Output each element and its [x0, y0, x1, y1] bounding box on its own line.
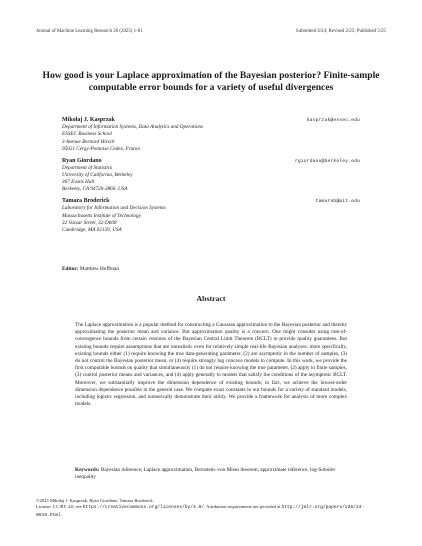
- author-email[interactable]: kasprzak@essec.edu: [306, 118, 360, 123]
- author-affiliation-line: Cambridge, MA 02139, USA: [62, 227, 122, 234]
- license-prefix: License: CC-BY 4.0, see: [36, 504, 83, 510]
- author-entry: [62, 117, 360, 153]
- author-affiliation-line: 32 Vassar Street, 32-D608: [62, 219, 117, 226]
- author-affiliation-line: 95021 Cergy-Pontoise Cedex, France: [62, 145, 141, 152]
- author-affiliation-line: Berkeley, CA 94720-3860, USA: [62, 186, 128, 193]
- attribution-link[interactable]: http://jmlr.org/papers/v26/24-0619.html: [36, 505, 365, 518]
- abstract-text: The Laplace approximation is a popular method for constructing a Gaussian approximation to the Bayesian posterior and thereby approximating the posterior mean and variance. But approximation quality is a concern. One might consider using rate-of-convergence bounds from certain versions of the Bayesian Central Limit Theorem (BCLT) to provide quality guarantees. But existing bounds require assumptions that are unrealistic even for relatively simple real-life Bayesian analyses; more specifically, existing bounds either (1) require knowing the true data-generating parameter, (2) are asymptotic in the number of samples, (3) do not control the Bayesian posterior mean, or (4) require strongly log concave models to compute. In this work, we provide the first computable bounds on quality that simultaneously (1) do not require knowing the true parameter, (2) apply to finite samples, (3) control posterior means and variances, and (4) apply generally to models that satisfy the conditions of the asymptotic BCLT. Moreover, we substantially improve the dimension dependence of existing bounds; in fact, we achieve the lowest-order dimension dependence possible in the general case. We compute exact constants in our bounds for a variety of standard models, including logistic regression, and numerically demonstrate their utility. We provide a framework for analysis of more complex models.: [75, 322, 347, 408]
- author-affiliation-line: 367 Evans Hall: [62, 179, 95, 186]
- author-affiliation-line: Massachusetts Institute of Technology: [62, 212, 141, 219]
- editor-line: [62, 266, 119, 272]
- publication-dates: Submitted 4/24; Revised 2/25; Published 5/25: [295, 29, 386, 34]
- license-mid: . Attribution requirements are provided at: [204, 504, 282, 510]
- author-affiliation-line: ESSEC Business School: [62, 131, 112, 138]
- keywords-label: Keywords:: [75, 467, 100, 473]
- author-block: [62, 117, 360, 239]
- abstract-heading: Abstract: [196, 294, 226, 303]
- author-affiliation-line: Department of Information Systems, Data Analytics and Operations: [62, 124, 204, 131]
- paper-title: How good is your Laplace approximation of the Bayesian posterior? Finite-sample computable error bounds for a variety of useful divergences: [42, 70, 380, 93]
- author-email[interactable]: rgiordano@berkeley.edu: [294, 158, 360, 164]
- running-header: [36, 29, 386, 34]
- author-affiliation-line: Department of Statistics: [62, 164, 113, 171]
- author-entry: [62, 198, 360, 234]
- copyright-footer: [36, 498, 386, 519]
- author-entry: [62, 158, 360, 194]
- license-end: .: [60, 511, 62, 517]
- journal-info: Journal of Machine Learning Research 26 (2025) 1-81: [36, 29, 143, 34]
- editor-label: Editor:: [62, 266, 79, 272]
- author-affiliation-line: University of California, Berkeley: [62, 172, 133, 179]
- copyright-line: ©2025 Mikołaj J. Kasprzak, Ryan Giordano, Tamara Broderick.: [36, 498, 154, 503]
- author-name: Tamara Broderick: [62, 198, 110, 205]
- author-name: Mikołaj J. Kasprzak: [62, 117, 115, 123]
- keywords-text: Bayesian inference, Laplace approximation, Bernstein–von Mises theorem, approximate inference, log-Sobolev inequality: [75, 467, 336, 481]
- author-name: Ryan Giordano: [62, 157, 102, 164]
- editor-name: Matthew Hoffman: [79, 266, 119, 272]
- license-line: [36, 504, 386, 519]
- license-link[interactable]: https://creativecommons.org/licenses/by/4.0/: [82, 505, 205, 511]
- keywords-line: [75, 467, 347, 481]
- author-email[interactable]: tamarab@mit.edu: [315, 199, 360, 205]
- author-affiliation-line: 3 Avenue Bernard Hirsch: [62, 138, 115, 145]
- author-affiliation-line: Laboratory for Information and Decision Systems: [62, 205, 166, 212]
